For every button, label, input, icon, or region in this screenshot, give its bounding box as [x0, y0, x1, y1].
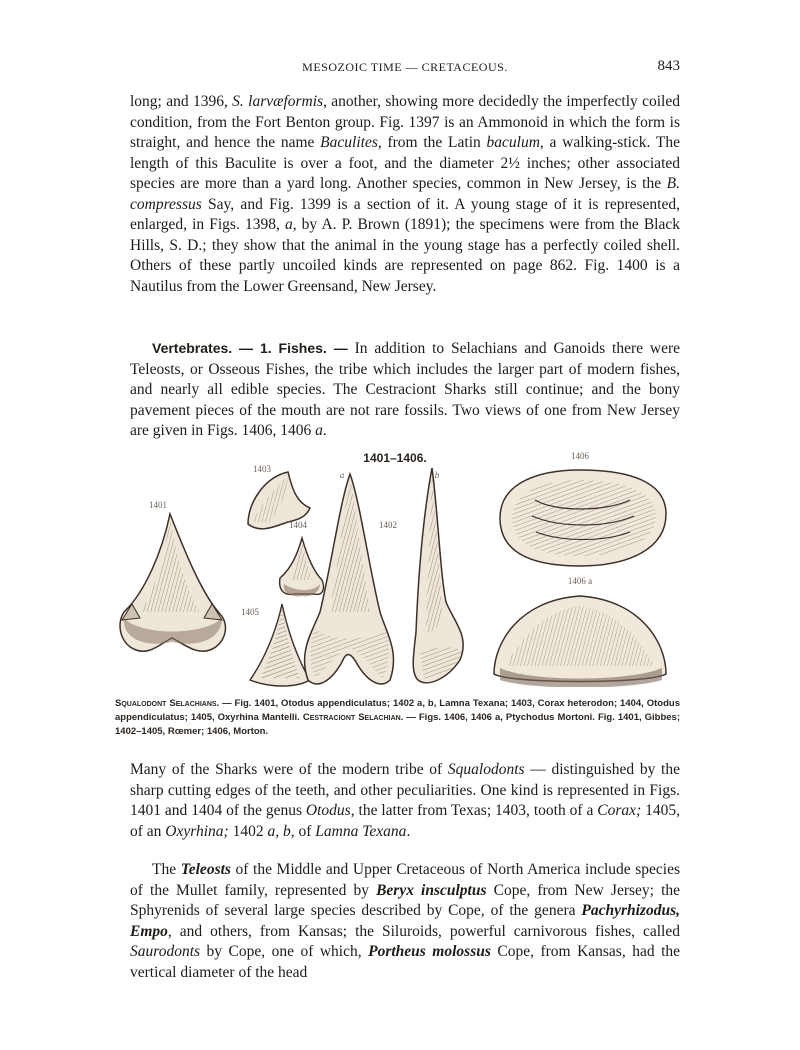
- running-head: MESOZOIC TIME — CRETACEOUS.: [302, 60, 508, 74]
- label-1401: 1401: [149, 500, 167, 510]
- figure-caption: Squalodont Selachians. — Fig. 1401, Otodus appendiculatus; 1402 a, b, Lamna Texana; 1403, Corax heterodon; 1404, Otodus appendiculatus; 1405, Oxyrhina Mantelli. Cestraciont Selachian. — Figs. 1406, 1406 a, Ptychodus Mortoni. Fig. 1401, Gibbes; 1402–1405, Rœmer; 1406, Morton.: [115, 698, 680, 737]
- paragraph-baculites: long; and 1396, S. larvæformis, another, showing more decidedly the imperfectly coiled condition, from the Fort Benton group. Fig. 1397 is an Ammonoid in which the form is straight, and hence the name Baculites, from the Latin baculum, a walking-stick. The length of this Baculite is over a foot, and the diameter 2½ inches; other associated species are more than a yard long. Another species, common in New Jersey, is the B. compressus Say, and Fig. 1399 is a section of it. A young stage of it is represented, enlarged, in Figs. 1398, a, by A. P. Brown (1891); the specimens were from the Black Hills, S. D.; they show that the animal in the young stage has a perfectly coiled shell. Others of these partly uncoiled kinds are represented on page 862. Fig. 1400 is a Nautilus from the Lower Greensand, New Jersey.: [130, 93, 681, 295]
- label-1402: 1402: [379, 520, 397, 530]
- label-1402-b: b: [434, 470, 440, 480]
- section-heading: Vertebrates. — 1. Fishes. —: [152, 340, 348, 356]
- page-number: 843: [657, 58, 680, 74]
- paragraph-squalodonts: Many of the Sharks were of the modern tribe of Squalodonts — distinguished by the sharp cutting edges of the teeth, and other peculiarities. One kind is represented in Figs. 1401 and 1404 of the genus Otodus, the latter from Texas; 1403, tooth of a Corax; 1405, of an Oxyrhina; 1402 a, b, of Lamna Texana.: [130, 761, 680, 840]
- label-1406-a: 1406 a: [567, 576, 593, 586]
- tooth-1404: [280, 538, 324, 597]
- tooth-1406-a: [494, 596, 666, 687]
- figure-shark-teeth: [110, 452, 690, 687]
- label-1405: 1405: [241, 607, 259, 617]
- tooth-1402-b: [413, 468, 463, 683]
- paragraph-teleosts: The Teleosts of the Middle and Upper Cretaceous of North America include species of the Mullet family, represented by Beryx insculptus Cope, from New Jersey; the Sphyrenids of several large species described by Cope, of the genera Pachyrhizodus, Empo, and others, from Kansas; the Siluroids, powerful carnivorous fishes, called Saurodonts by Cope, one of which, Portheus molossus Cope, from Kansas, had the vertical diameter of the head: [130, 861, 681, 981]
- paragraph-vertebrates: Vertebrates. — 1. Fishes. — In addition to Selachians and Ganoids there were Teleosts, or Osseous Fishes, the tribe which includes the larger part of modern fishes, and nearly all edible species. The Cestraciont Sharks still continue; and the bony pavement pieces of the mouth are not rare fossils. Two views of one from New Jersey are given in Figs. 1406, 1406 a.: [130, 340, 681, 439]
- label-1406: 1406: [571, 452, 589, 461]
- page-header: [130, 60, 680, 80]
- label-1404: 1404: [289, 520, 307, 530]
- tooth-1406: [500, 470, 666, 566]
- label-1402-a: a: [339, 470, 345, 480]
- tooth-1405: [250, 604, 310, 686]
- label-1403: 1403: [253, 464, 271, 474]
- figure-title: 1401–1406.: [363, 452, 427, 465]
- tooth-1401: [120, 514, 225, 651]
